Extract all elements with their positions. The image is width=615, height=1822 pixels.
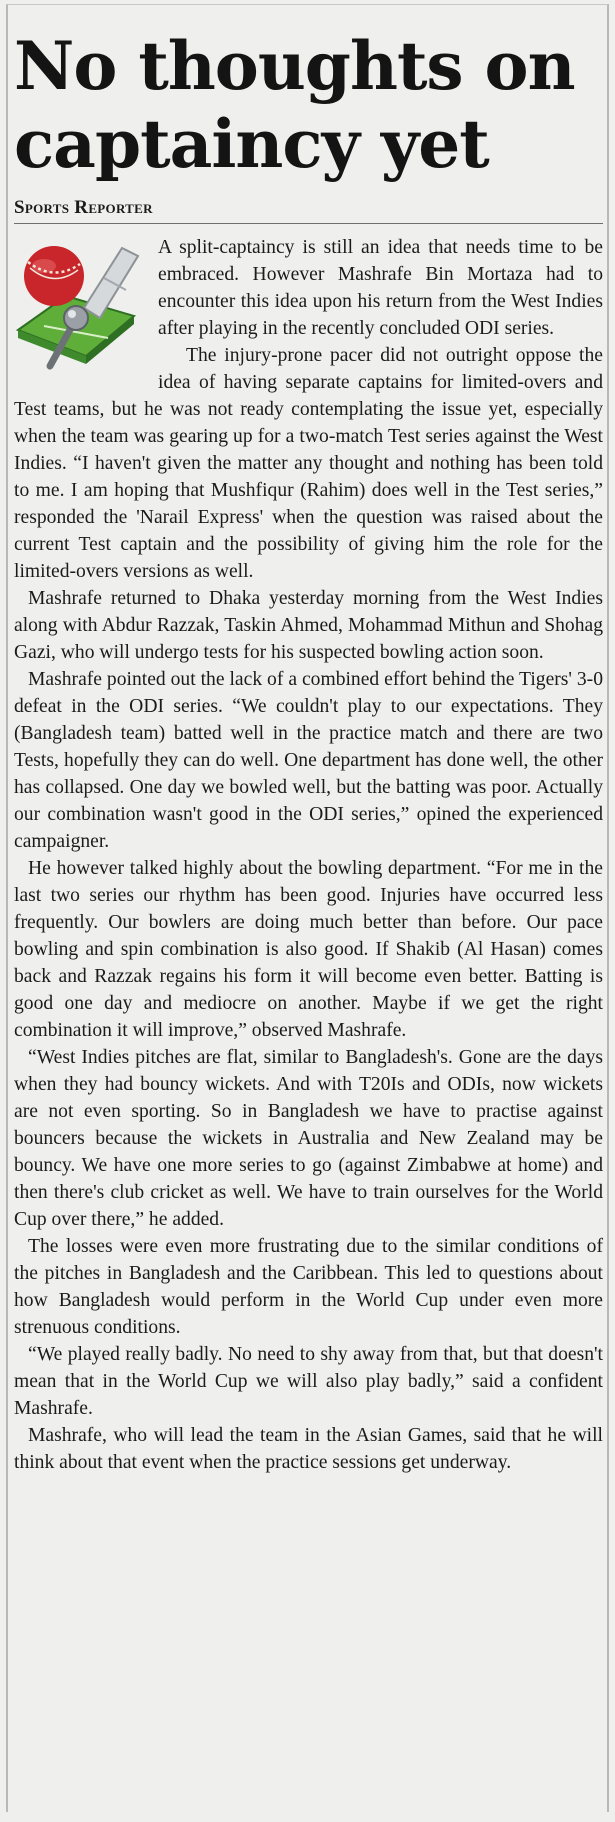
article-body (14, 234, 603, 1476)
paragraph-2: The injury-prone pacer did not outright oppose the idea of having separate captains for limited-overs and Test teams, but he was not ready contemplating the issue yet, especially when the team was gearing up for a two-match Test series against the West Indies. “I haven't given the matter any thought and nothing has been told to me. I am hoping that Mushfiqur (Rahim) does well in the Test series,” responded the 'Narail Express' when the question was raised about the current Test captain and the possibility of giving him the role for the limited-overs versions as well. (14, 345, 603, 582)
paragraph-3: Mashrafe returned to Dhaka yesterday morning from the West Indies along with Abdur Razzak, Taskin Ahmed, Mohammad Mithun and Shohag Gazi, who will undergo tests for his suspected bowling action soon. (14, 588, 603, 663)
headline (14, 5, 603, 183)
paragraph-5: He however talked highly about the bowling department. “For me in the last two series our rhythm has been good. Injuries have occurred less frequently. Our bowlers are doing much better than before. Our pace bowling and spin combination is also good. If Shakib (Al Hasan) comes back and Razzak regains his form it will become even better. Batting is good one day and mediocre on another. Maybe if we get the right combination it will improve,” observed Mashrafe. (14, 858, 603, 1041)
paragraph-6: “West Indies pitches are flat, similar to Bangladesh's. Gone are the days when they had bouncy wickets. And with T20Is and ODIs, now wickets are not even sporting. So in Bangladesh we have to practise against bouncers because the wickets in Australia and New Zealand may be bouncy. We have one more series to go (against Zimbabwe at home) and then there's club cricket as well. We have to train ourselves for the World Cup over there,” he added. (14, 1047, 603, 1230)
paragraph-7: The losses were even more frustrating due to the similar conditions of the pitches in Bangladesh and the Caribbean. This led to questions about how Bangladesh would perform in the World Cup under even more strenuous conditions. (14, 1236, 603, 1338)
news-article (6, 4, 609, 1812)
paragraph-8: “We played really badly. No need to shy away from that, but that doesn't mean that in the World Cup we will also play badly,” said a confident Mashrafe. (14, 1344, 603, 1419)
headline-line-2: captaincy yet (14, 105, 489, 183)
paragraph-4: Mashrafe pointed out the lack of a combined effort behind the Tigers' 3-0 defeat in the ODI series. “We couldn't play to our expectations. They (Bangladesh team) batted well in the practice match and there are two Tests, hopefully they can do well. One department has done well, the other has collapsed. One day we bowled well, but the batting was poor. Actually our combination wasn't good in the ODI series,” opined the experienced campaigner. (14, 669, 603, 852)
cricket-ball-bat-microphone-icon (14, 238, 146, 374)
paragraph-9: Mashrafe, who will lead the team in the Asian Games, said that he will think about that event when the practice sessions get underway. (14, 1425, 603, 1473)
headline-line-1: No thoughts on (14, 27, 575, 105)
byline: Sports Reporter (14, 197, 603, 224)
paragraph-1: A split-captaincy is still an idea that needs time to be embraced. However Mashrafe Bin Mortaza had to encounter this idea upon his return from the West Indies after playing in the recently concluded ODI series. (158, 237, 603, 339)
